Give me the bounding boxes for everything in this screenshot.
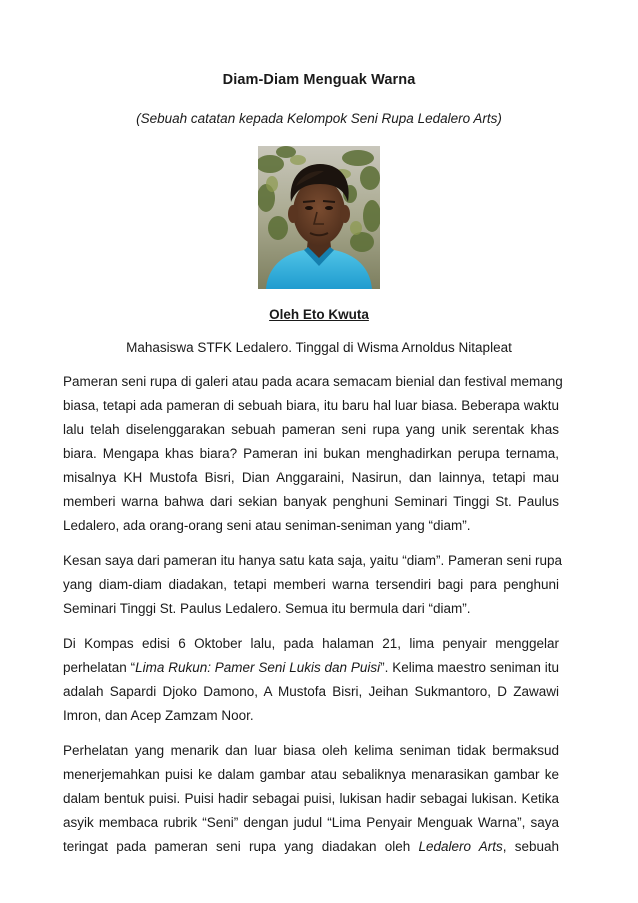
text-line	[63, 656, 559, 680]
text-segment: misalnya KH Mustofa Bisri, Dian Anggaraini, Nasirun, dan lainnya, tetapi mau	[63, 470, 559, 485]
article-body	[63, 370, 563, 870]
text-segment: , sebuah	[502, 839, 559, 854]
italic-text: Ledalero Arts	[418, 839, 503, 854]
text-line	[63, 514, 559, 538]
text-segment: perhelatan “	[63, 660, 136, 675]
text-line	[63, 739, 559, 763]
text-segment: Pameran seni rupa di galeri atau pada acara semacam bienial dan festival memang	[63, 374, 563, 389]
text-line	[63, 490, 559, 514]
text-line	[63, 811, 559, 835]
text-line	[63, 394, 559, 418]
paragraph	[63, 739, 559, 859]
paragraph	[63, 370, 563, 538]
text-segment: biasa, tetapi ada pameran di sebuah biara, itu baru hal luar biasa. Beberapa waktu	[63, 398, 559, 413]
text-segment: Ledalero, ada orang-orang seni atau seniman-seniman yang “diam”.	[63, 518, 471, 533]
author-photo	[258, 146, 380, 289]
text-line	[63, 787, 559, 811]
paragraph	[63, 549, 563, 621]
text-segment: dalam bentuk puisi. Puisi hadir sebagai puisi, lukisan hadir sebagai lukisan. Ketika	[63, 791, 559, 806]
author-byline: Oleh Eto Kwuta	[269, 307, 369, 322]
text-segment: Seminari Tinggi St. Paulus Ledalero. Semua itu bermula dari “diam”.	[63, 601, 471, 616]
text-segment: teringat pada pameran seni rupa yang diadakan oleh	[63, 839, 419, 854]
text-segment: menerjemahkan puisi ke dalam gambar atau sebaliknya menarasikan gambar ke	[63, 767, 559, 782]
text-line	[63, 763, 559, 787]
text-segment: adalah Sapardi Djoko Damono, A Mustofa Bisri, Jeihan Sukmantoro, D Zawawi	[63, 684, 559, 699]
text-segment: biara. Mengapa khas biara? Pameran ini bukan menghadirkan perupa ternama,	[63, 446, 559, 461]
author-affiliation: Mahasiswa STFK Ledalero. Tinggal di Wisma Arnoldus Nitapleat	[126, 340, 512, 355]
document-subtitle: (Sebuah catatan kepada Kelompok Seni Rupa Ledalero Arts)	[136, 111, 502, 126]
text-line	[63, 597, 559, 621]
text-segment: asyik membaca rubrik “Seni” dengan judul “Lima Penyair Menguak Warna”, saya	[63, 815, 559, 830]
text-segment: Perhelatan yang menarik dan luar biasa oleh kelima seniman tidak bermaksud	[63, 743, 559, 758]
italic-text: Lima Rukun: Pamer Seni Lukis dan Puisi	[135, 660, 381, 675]
text-segment: lalu telah diselenggarakan sebuah pameran seni rupa yang unik serentak khas	[63, 422, 559, 437]
text-segment: memberi warna bahwa dari sekian banyak penghuni Seminari Tinggi St. Paulus	[63, 494, 559, 509]
text-segment: ”. Kelima maestro seniman itu	[380, 660, 559, 675]
text-line	[63, 549, 563, 573]
text-line	[63, 704, 559, 728]
text-line	[63, 573, 559, 597]
text-line	[63, 680, 559, 704]
text-segment: Kesan saya dari pameran itu hanya satu kata saja, yaitu “diam”. Pameran seni rupa	[63, 553, 563, 568]
text-line	[63, 835, 559, 859]
text-segment: Imron, dan Acep Zamzam Noor.	[63, 708, 254, 723]
document-title: Diam-Diam Menguak Warna	[222, 72, 416, 88]
text-line	[63, 442, 559, 466]
text-line	[63, 370, 563, 394]
paragraph	[63, 632, 559, 728]
text-line	[63, 466, 559, 490]
text-segment: Di Kompas edisi 6 Oktober lalu, pada halaman 21, lima penyair menggelar	[63, 636, 559, 651]
text-line	[63, 632, 559, 656]
text-segment: yang diam-diam diadakan, tetapi memberi warna tersendiri bagi para penghuni	[63, 577, 559, 592]
text-line	[63, 418, 559, 442]
